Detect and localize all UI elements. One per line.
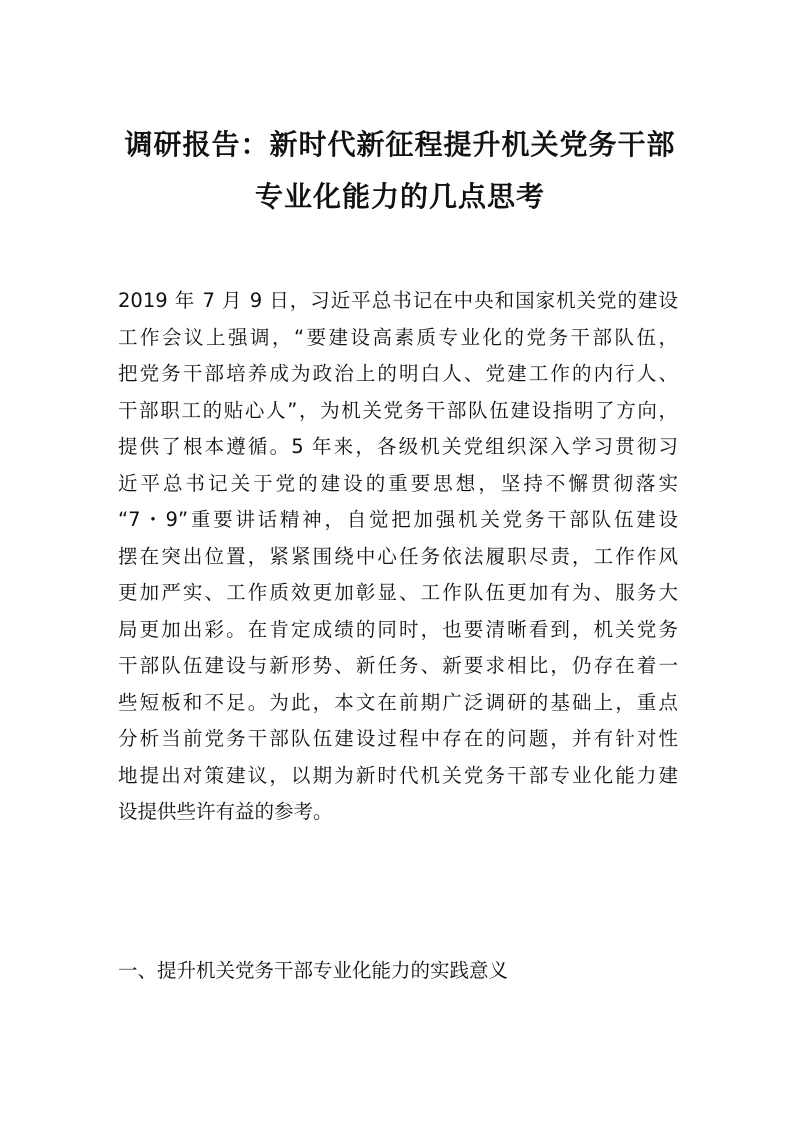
paragraph-line: 地提出对策建议，以期为新时代机关党务干部专业化能力建 xyxy=(118,763,678,787)
paragraph-line: 设提供些许有益的参考。 xyxy=(118,800,333,823)
document-title-line-1: 调研报告：新时代新征程提升机关党务干部 xyxy=(124,128,676,161)
document-title-line-2: 专业化能力的几点思考 xyxy=(254,180,545,213)
intro-paragraph xyxy=(118,283,678,831)
paragraph-line: 些短板和不足。为此，本文在前期广泛调研的基础上，重点 xyxy=(118,690,678,714)
paragraph-line: 干部职工的贴心人”，为机关党务干部队伍建设指明了方向， xyxy=(118,398,678,422)
paragraph-line: 提供了根本遵循。5 年来，各级机关党组织深入学习贯彻习 xyxy=(118,435,678,458)
paragraph-line: 分析当前党务干部队伍建设过程中存在的问题，并有针对性 xyxy=(118,727,678,750)
paragraph-line: 局更加出彩。在肯定成绩的同时，也要清晰看到，机关党务 xyxy=(118,617,678,641)
section-heading: 一、提升机关党务干部专业化能力的实践意义 xyxy=(118,959,509,982)
paragraph-line: 2019 年 7 月 9 日，习近平总书记在中央和国家机关党的建设 xyxy=(118,289,678,312)
paragraph-line: 更加严实、工作质效更加彰显、工作队伍更加有为、服务大 xyxy=(118,581,678,604)
paragraph-line: 工作会议上强调，“要建设高素质专业化的党务干部队伍， xyxy=(118,325,678,349)
paragraph-line: 把党务干部培养成为政治上的明白人、党建工作的内行人、 xyxy=(118,362,678,385)
paragraph-line: “7・9”重要讲话精神，自觉把加强机关党务干部队伍建设 xyxy=(118,508,678,531)
paragraph-line: 近平总书记关于党的建设的重要思想，坚持不懈贯彻落实 xyxy=(118,471,678,495)
paragraph-line: 干部队伍建设与新形势、新任务、新要求相比，仍存在着一 xyxy=(118,654,678,677)
paragraph-line: 摆在突出位置，紧紧围绕中心任务依法履职尽责，工作作风 xyxy=(118,544,678,568)
